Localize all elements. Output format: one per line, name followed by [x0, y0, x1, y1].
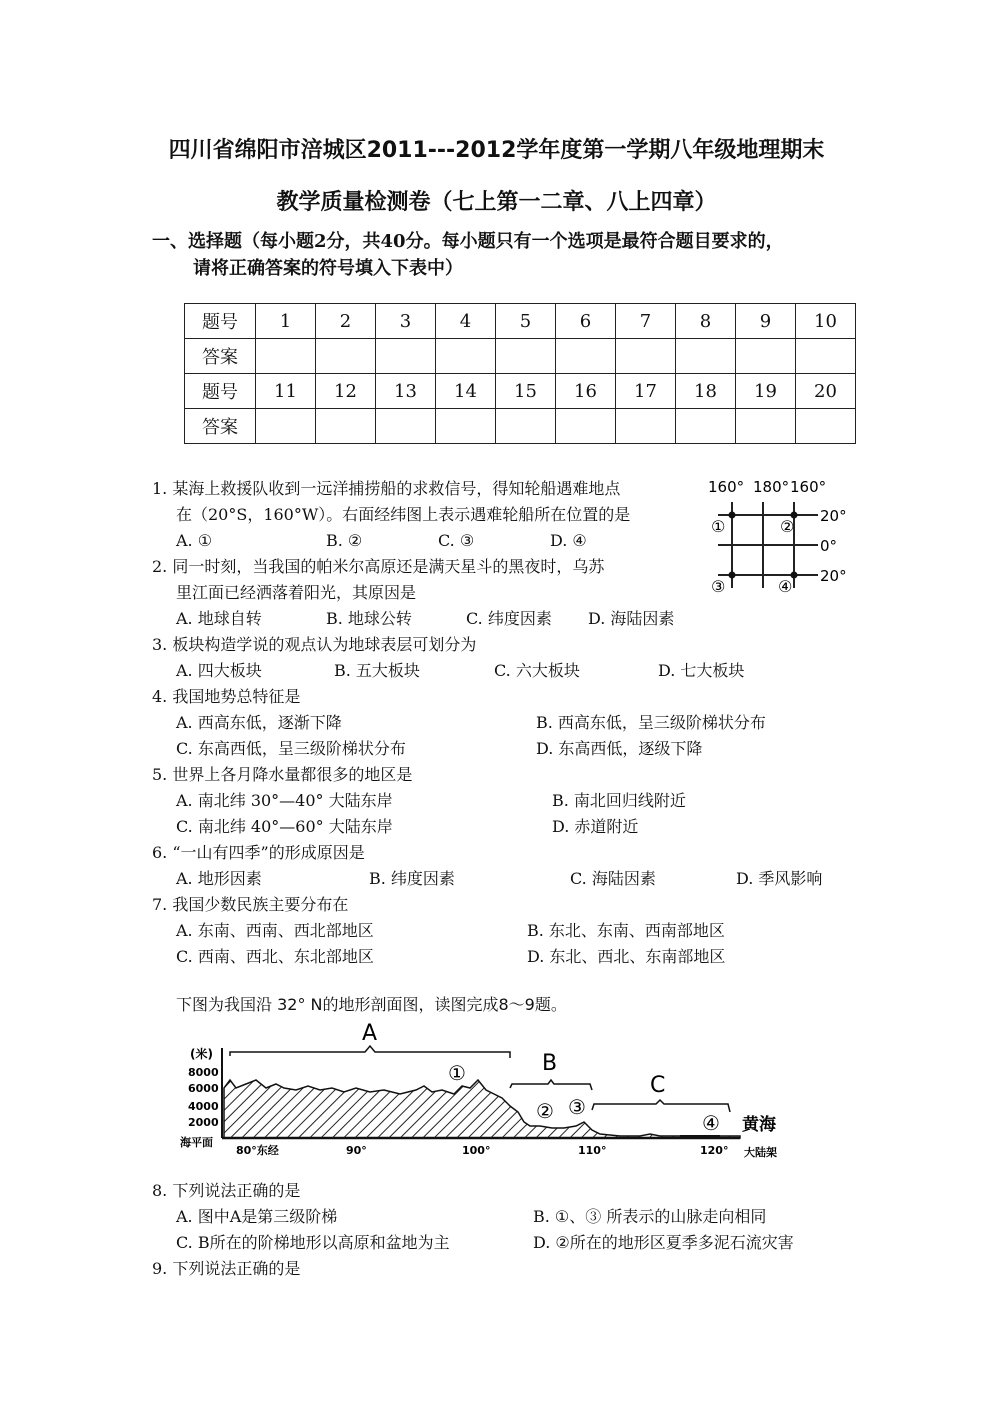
question-1-cont: 在（20°S，160°W）。右面经纬图上表示遇难轮船所在位置的是 [176, 505, 631, 524]
answer-table [184, 303, 856, 444]
table-row [185, 374, 856, 409]
longitude-label: 160° [708, 478, 745, 496]
q2-option-c[interactable]: C. 纬度因素 [466, 609, 552, 628]
section1-heading-cont: 请将正确答案的符号填入下表中） [193, 258, 463, 279]
row-label: 答案 [185, 339, 256, 374]
section1-heading: 一、选择题（每小题2分，共40分。每小题只有一个选项是最符合题目要求的， [152, 231, 784, 252]
answer-cell[interactable] [256, 409, 316, 444]
point-label: ② [536, 1099, 554, 1123]
latitude-label: 0° [820, 537, 838, 555]
q2-option-b[interactable]: B. 地球公转 [326, 609, 412, 628]
figure-intro-8-9: 下图为我国沿 32° N的地形剖面图，读图完成8～9题。 [176, 995, 567, 1014]
q3-option-d[interactable]: D. 七大板块 [658, 661, 745, 680]
question-number: 6 [556, 304, 616, 339]
q6-option-a[interactable]: A. 地形因素 [176, 869, 262, 888]
q6-option-d[interactable]: D. 季风影响 [736, 869, 823, 888]
longitude-label: 180° [753, 478, 790, 496]
answer-cell[interactable] [256, 339, 316, 374]
q8-option-b[interactable]: B. ①、③ 所表示的山脉走向相同 [533, 1207, 767, 1226]
q4-option-c[interactable]: C. 东高西低，呈三级阶梯状分布 [176, 739, 406, 758]
question-4: 4. 我国地势总特征是 [152, 687, 301, 706]
answer-cell[interactable] [556, 409, 616, 444]
question-2-cont: 里江面已经洒落着阳光，其原因是 [176, 583, 417, 602]
answer-cell[interactable] [556, 339, 616, 374]
x-tick-label: 80°东经 [236, 1144, 279, 1157]
answer-cell[interactable] [796, 409, 856, 444]
question-number: 2 [316, 304, 376, 339]
exam-title-line2: 教学质量检测卷（七上第一二章、八上四章） [276, 190, 717, 215]
q7-option-d[interactable]: D. 东北、西北、东南部地区 [527, 947, 726, 966]
y-axis-unit: (米) [190, 1047, 213, 1061]
question-number: 17 [616, 374, 676, 409]
q1-option-b[interactable]: B. ② [326, 531, 363, 550]
y-tick-label: 6000 [188, 1082, 219, 1095]
q4-option-a[interactable]: A. 西高东低，逐渐下降 [176, 713, 342, 732]
table-row [185, 409, 856, 444]
row-label: 答案 [185, 409, 256, 444]
row-label: 题号 [185, 374, 256, 409]
answer-cell[interactable] [376, 339, 436, 374]
answer-cell[interactable] [436, 409, 496, 444]
x-tick-label: 90° [346, 1144, 367, 1157]
point-label: ① [448, 1061, 466, 1085]
region-label-c: C [650, 1073, 666, 1098]
answer-cell[interactable] [616, 339, 676, 374]
answer-cell[interactable] [676, 409, 736, 444]
y-tick-label: 4000 [188, 1100, 219, 1113]
sea-level-label: 海平面 [180, 1136, 213, 1149]
question-number: 7 [616, 304, 676, 339]
sea-name-label: 黄海 [742, 1115, 776, 1135]
q6-option-c[interactable]: C. 海陆因素 [570, 869, 656, 888]
q8-option-d[interactable]: D. ②所在的地形区夏季多泥石流灾害 [533, 1233, 794, 1252]
x-tick-label: 120° [700, 1144, 729, 1157]
table-row [185, 304, 856, 339]
question-number: 14 [436, 374, 496, 409]
question-number: 9 [736, 304, 796, 339]
y-tick-label: 2000 [188, 1116, 219, 1129]
point-label: ④ [778, 577, 793, 596]
q1-option-c[interactable]: C. ③ [438, 531, 475, 550]
terrain-profile-figure [180, 1018, 800, 1168]
question-number: 1 [256, 304, 316, 339]
answer-cell[interactable] [796, 339, 856, 374]
question-number: 12 [316, 374, 376, 409]
question-9: 9. 下列说法正确的是 [152, 1259, 301, 1278]
q8-option-c[interactable]: C. B所在的阶梯地形以高原和盆地为主 [176, 1233, 450, 1252]
x-tick-label: 110° [578, 1144, 607, 1157]
answer-cell[interactable] [316, 339, 376, 374]
q6-option-b[interactable]: B. 纬度因素 [369, 869, 455, 888]
q5-option-d[interactable]: D. 赤道附近 [552, 817, 639, 836]
answer-cell[interactable] [496, 409, 556, 444]
q1-option-d[interactable]: D. ④ [550, 531, 587, 550]
longitude-label: 160° [790, 478, 827, 496]
answer-cell[interactable] [736, 409, 796, 444]
y-tick-label: 8000 [188, 1066, 219, 1079]
latitude-label: 20° [820, 567, 847, 585]
exam-title-line1: 四川省绵阳市涪城区2011---2012学年度第一学期八年级地理期末 [168, 138, 825, 163]
question-number: 16 [556, 374, 616, 409]
continental-shelf-label: 大陆架 [744, 1146, 777, 1159]
question-number: 18 [676, 374, 736, 409]
q4-option-d[interactable]: D. 东高西低，逐级下降 [536, 739, 703, 758]
point-label: ③ [568, 1095, 586, 1119]
region-label-a: A [362, 1021, 378, 1046]
q3-option-c[interactable]: C. 六大板块 [494, 661, 580, 680]
question-number: 15 [496, 374, 556, 409]
question-number: 5 [496, 304, 556, 339]
row-label: 题号 [185, 304, 256, 339]
q3-option-a[interactable]: A. 四大板块 [176, 661, 262, 680]
q2-option-d[interactable]: D. 海陆因素 [588, 609, 675, 628]
x-tick-label: 100° [462, 1144, 491, 1157]
latitude-label: 20° [820, 507, 847, 525]
q8-option-a[interactable]: A. 图中A是第三级阶梯 [176, 1207, 338, 1226]
question-number: 10 [796, 304, 856, 339]
question-number: 11 [256, 374, 316, 409]
question-5: 5. 世界上各月降水量都很多的地区是 [152, 765, 413, 784]
answer-cell[interactable] [616, 409, 676, 444]
q5-option-b[interactable]: B. 南北回归线附近 [552, 791, 686, 810]
answer-cell[interactable] [436, 339, 496, 374]
answer-cell[interactable] [316, 409, 376, 444]
q5-option-c[interactable]: C. 南北纬 40°—60° 大陆东岸 [176, 817, 393, 836]
q7-option-c[interactable]: C. 西南、西北、东北部地区 [176, 947, 374, 966]
q7-option-a[interactable]: A. 东南、西南、西北部地区 [176, 921, 374, 940]
question-8: 8. 下列说法正确的是 [152, 1181, 301, 1200]
table-row [185, 339, 856, 374]
q5-option-a[interactable]: A. 南北纬 30°—40° 大陆东岸 [176, 791, 393, 810]
q4-option-b[interactable]: B. 西高东低，呈三级阶梯状分布 [536, 713, 766, 732]
question-6: 6. “一山有四季”的形成原因是 [152, 843, 365, 862]
question-3: 3. 板块构造学说的观点认为地球表层可划分为 [152, 635, 477, 654]
q1-option-a[interactable]: A. ① [176, 531, 213, 550]
q3-option-b[interactable]: B. 五大板块 [334, 661, 420, 680]
answer-cell[interactable] [376, 409, 436, 444]
question-2: 2. 同一时刻，当我国的帕米尔高原还是满天星斗的黑夜时，乌苏 [152, 557, 605, 576]
point-label: ③ [711, 577, 726, 596]
answer-cell[interactable] [496, 339, 556, 374]
question-number: 13 [376, 374, 436, 409]
question-7: 7. 我国少数民族主要分布在 [152, 895, 349, 914]
answer-cell[interactable] [736, 339, 796, 374]
question-number: 4 [436, 304, 496, 339]
lat-long-grid-figure [700, 470, 860, 600]
question-number: 19 [736, 374, 796, 409]
question-number: 20 [796, 374, 856, 409]
answer-cell[interactable] [676, 339, 736, 374]
point-label: ① [711, 517, 726, 536]
question-number: 8 [676, 304, 736, 339]
point-label: ② [780, 517, 795, 536]
question-number: 3 [376, 304, 436, 339]
q7-option-b[interactable]: B. 东北、东南、西南部地区 [527, 921, 725, 940]
question-1: 1. 某海上救援队收到一远洋捕捞船的求救信号，得知轮船遇难地点 [152, 479, 621, 498]
region-label-b: B [542, 1051, 558, 1076]
q2-option-a[interactable]: A. 地球自转 [176, 609, 262, 628]
point-label: ④ [702, 1111, 720, 1135]
